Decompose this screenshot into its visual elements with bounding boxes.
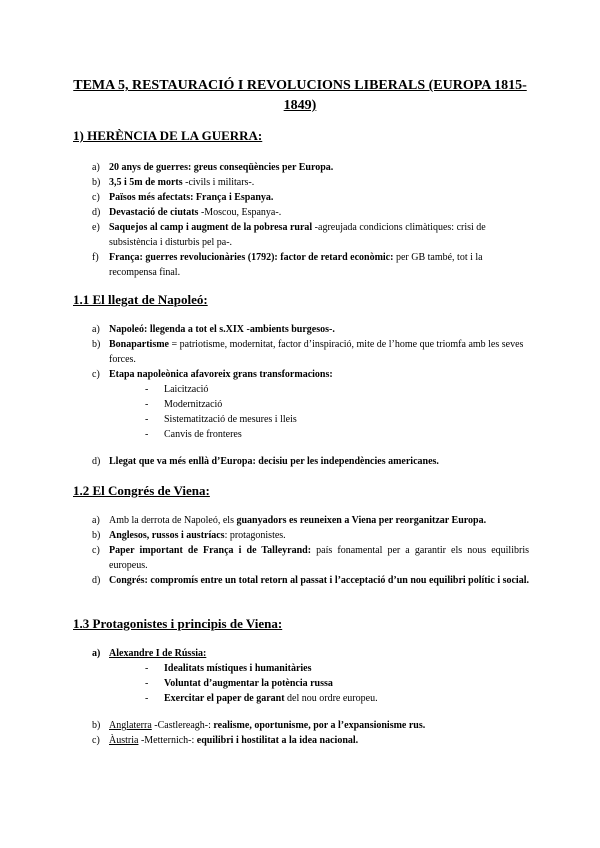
sub-list-item: - Sistematització de mesures i lleis xyxy=(145,414,297,425)
list-item: b) Anglesos, russos i austríacs: protagonistes. xyxy=(92,530,286,541)
sub-list xyxy=(109,661,529,706)
document-title: TEMA 5, RESTAURACIÓ I REVOLUCIONS LIBERALS (EUROPA 1815-1849) xyxy=(73,78,527,113)
list-item: a) Alexandre I de Rússia: - Idealitats místiques i humanitàries - Voluntat d’augmentar la potència russa - Exercitar el paper de garant del nou ordre europeu. xyxy=(92,646,529,706)
list-item: b) 3,5 i 5m de morts -civils i militars-. xyxy=(92,177,255,188)
sub-list-item: - Laicització xyxy=(145,384,209,395)
sub-list-item: - Idealitats místiques i humanitàries xyxy=(145,663,312,674)
section-heading-protagonistes: 1.3 Protagonistes i principis de Viena: xyxy=(73,616,283,631)
list-item: a) 20 anys de guerres: greus conseqüències per Europa. xyxy=(92,162,334,173)
section-list-herencia xyxy=(92,160,529,280)
section-list-congres xyxy=(92,513,529,588)
section-heading-herencia: 1) HERÈNCIA DE LA GUERRA: xyxy=(73,128,263,143)
sub-list-item: - Exercitar el paper de garant del nou ordre europeu. xyxy=(145,693,378,704)
list-item: e) Saquejos al camp i augment de la pobresa rural -agreujada condicions climàtiques: crisi de subsistència i disturbis pel pa-. xyxy=(92,222,486,248)
section-list-protagonistes xyxy=(92,646,529,748)
list-item: a) Amb la derrota de Napoleó, els guanyadors es reuneixen a Viena per reorganitzar Europa. xyxy=(92,515,487,526)
section-list-napoleo xyxy=(92,322,529,469)
sub-list-item: - Canvis de fronteres xyxy=(145,429,242,440)
sub-list-item: - Voluntat d’augmentar la potència russa xyxy=(145,678,333,689)
list-item: a) Napoleó: llegenda a tot el s.XIX -ambients burgesos-. xyxy=(92,324,335,335)
list-item: c) Paper important de França i de Talleyrand: país fonamental per a garantir els nous equilibris europeus. xyxy=(92,545,529,571)
list-item: b) Anglaterra -Castlereagh-: realisme, oportunisme, por a l’expansionisme rus. xyxy=(92,720,426,731)
sub-list-item: - Modernització xyxy=(145,399,223,410)
list-item: c) Àustria -Metternich-: equilibri i hostilitat a la idea nacional. xyxy=(92,735,359,746)
list-item: c) Països més afectats: França i Espanya. xyxy=(92,192,274,203)
section-heading-napoleo: 1.1 El llegat de Napoleó: xyxy=(73,292,208,307)
section-heading-congres: 1.2 El Congrés de Viena: xyxy=(73,483,210,498)
sub-list xyxy=(109,382,529,442)
list-item: c) Etapa napoleònica afavoreix grans transformacions: - Laicització - Modernització - Sistematització de mesures i lleis - Canvis de fronteres xyxy=(92,367,529,442)
list-item: d) Devastació de ciutats -Moscou, Espanya-. xyxy=(92,207,282,218)
list-item: b) Bonapartisme = patriotisme, modernitat, factor d’inspiració, mite de l’home que triomfa amb les seves forces. xyxy=(92,339,524,365)
list-item: f) França: guerres revolucionàries (1792): factor de retard econòmic: per GB també, tot i la recompensa final. xyxy=(92,252,483,278)
list-item: d) Congrés: compromís entre un total retorn al passat i l’acceptació d’un nou equilibri polític i social. xyxy=(92,575,529,586)
list-item: d) Llegat que va més enllà d’Europa: decisiu per les independències americanes. xyxy=(92,456,439,467)
